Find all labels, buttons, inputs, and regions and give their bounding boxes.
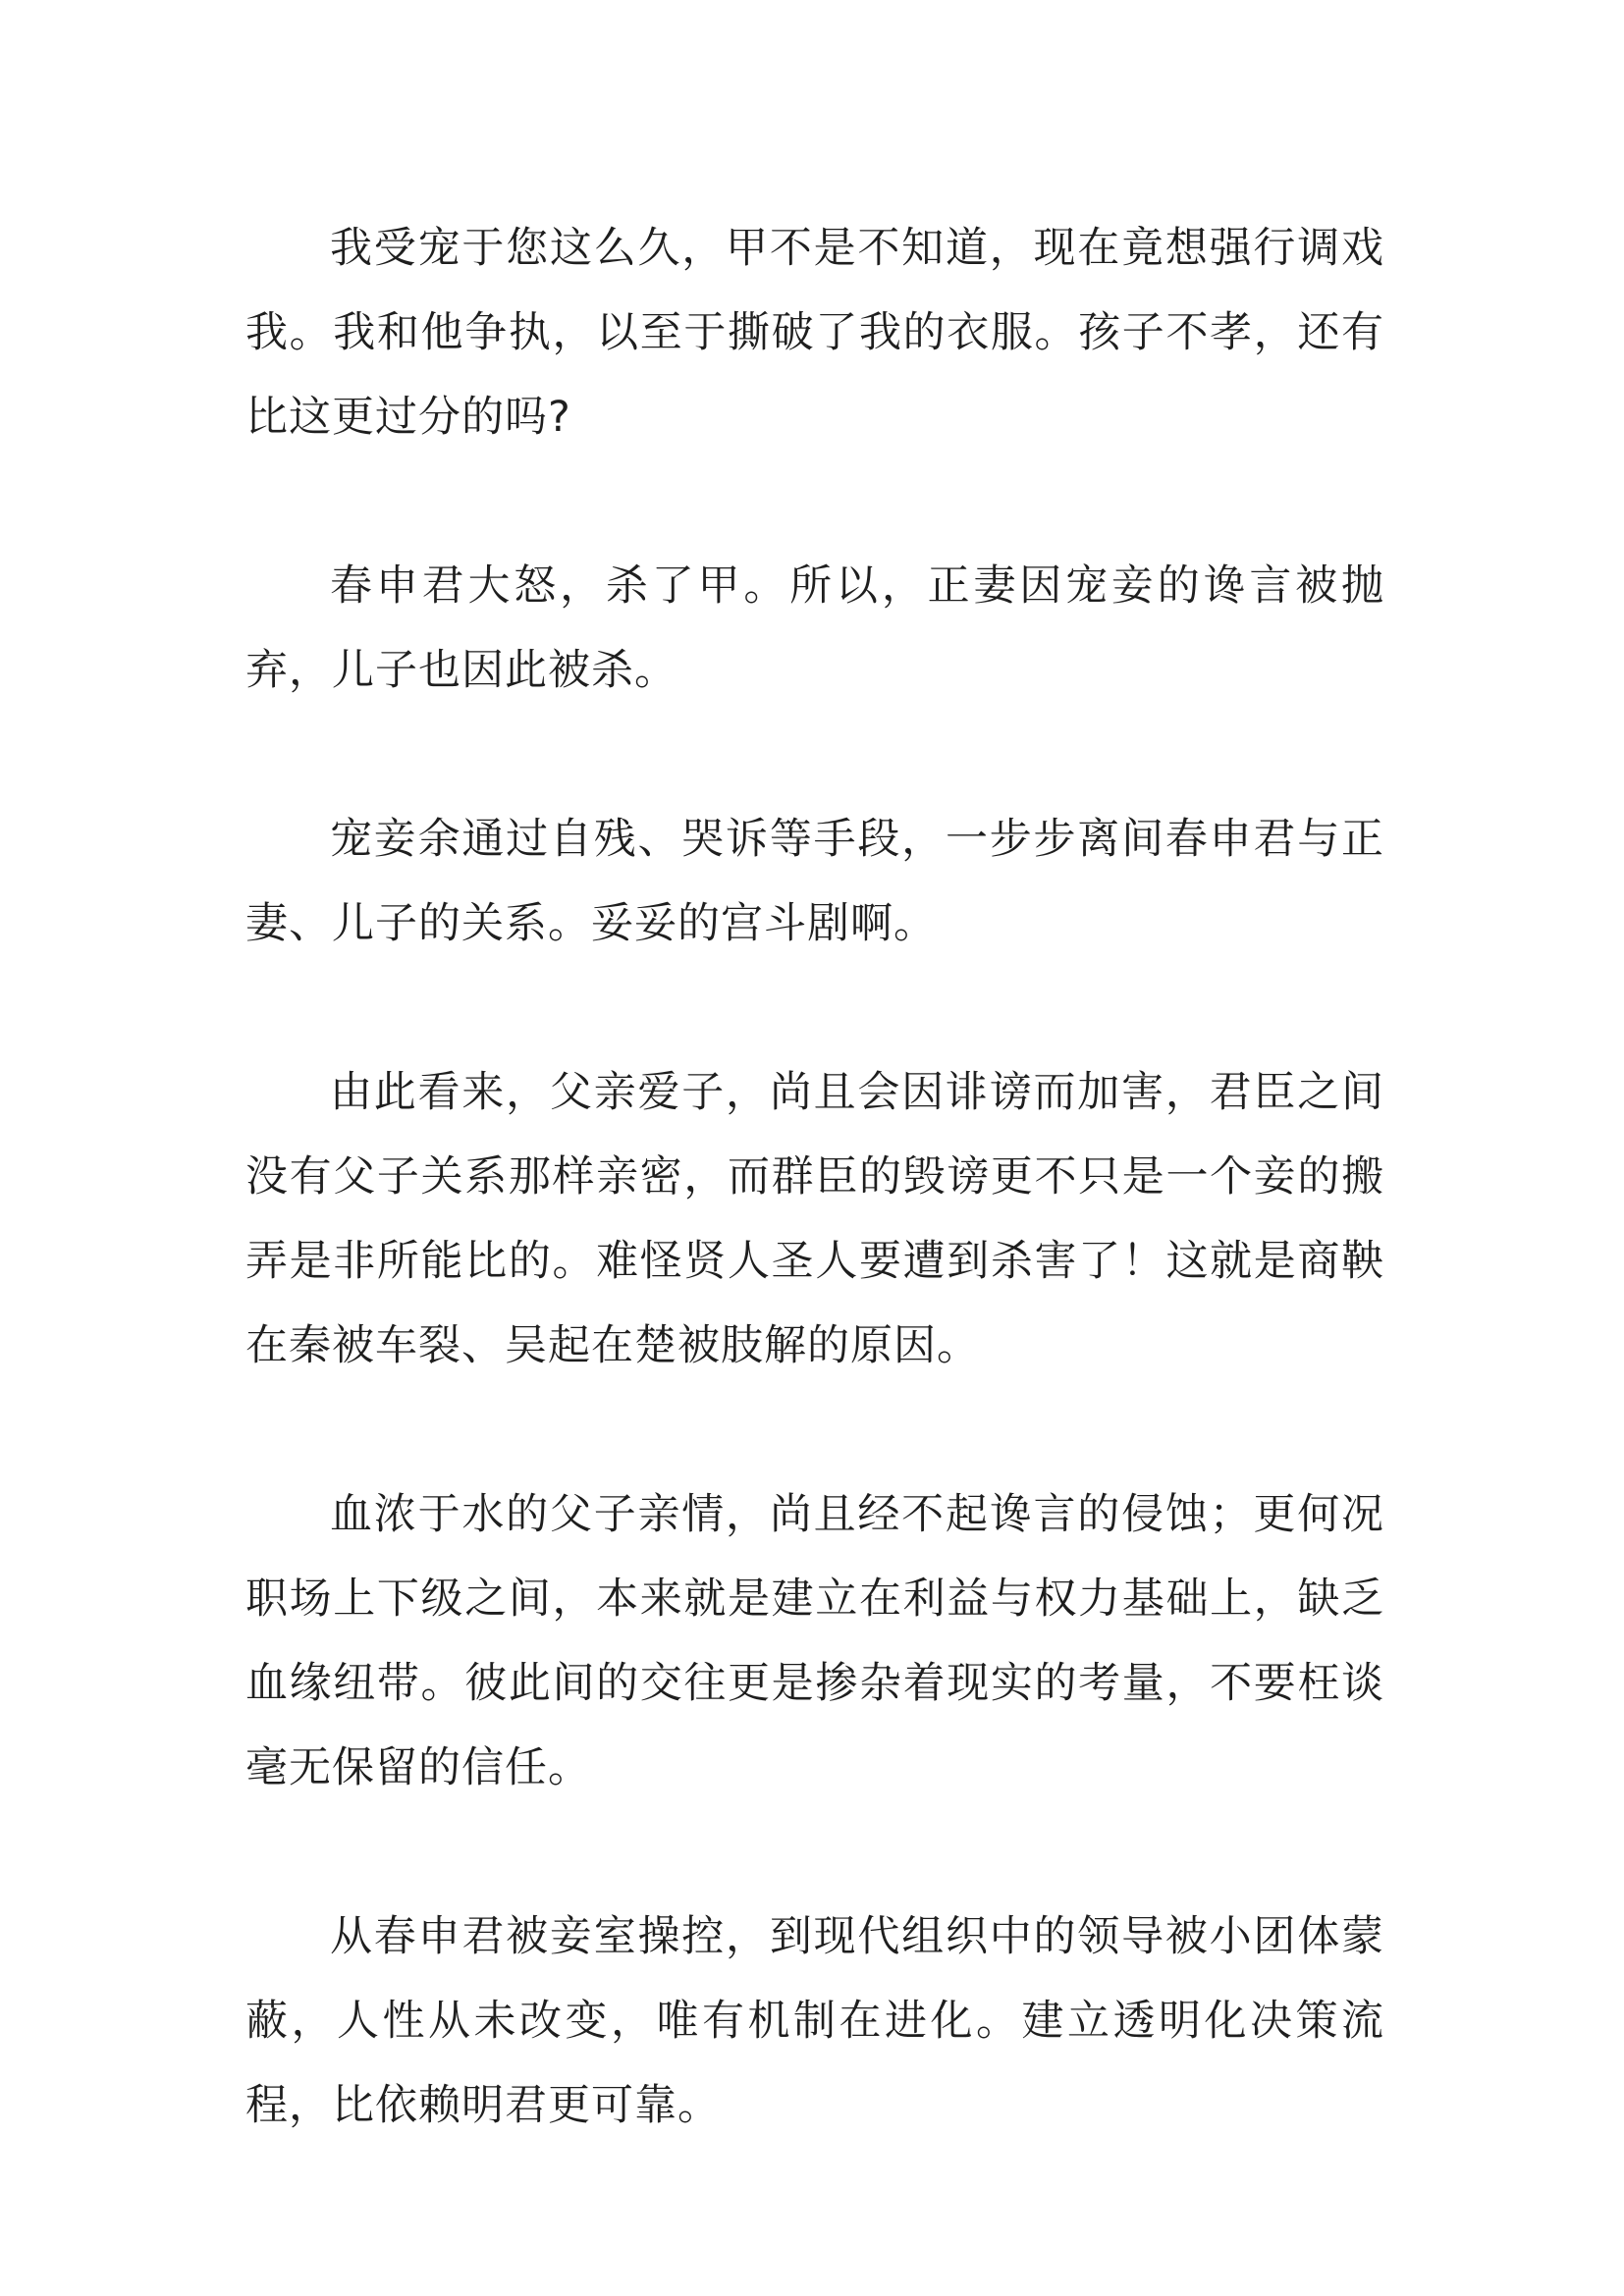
paragraph-2: 春申君大怒，杀了甲。所以，正妻因宠妾的谗言被抛弃，儿子也因此被杀。	[245, 561, 1384, 695]
paragraph-3: 宠妾余通过自残、哭诉等手段，一步步离间春申君与正妻、儿子的关系。妥妥的宫斗剧啊。	[245, 815, 1384, 948]
paragraph-5: 血浓于水的父子亲情，尚且经不起谗言的侵蚀；更何况职场上下级之间，本来就是建立在利益与权力基础上，缺乏血缘纽带。彼此间的交往更是掺杂着现实的考量，不要枉谈毫无保留的信任。	[245, 1490, 1384, 1792]
document-body	[245, 206, 1384, 2232]
paragraph-6: 从春申君被妾室操控，到现代组织中的领导被小团体蒙蔽，人性从未改变，唯有机制在进化。建立透明化决策流程，比依赖明君更可靠。	[245, 1912, 1384, 2130]
paragraph-1: 我受宠于您这么久，甲不是不知道，现在竟想强行调戏我。我和他争执，以至于撕破了我的衣服。孩子不孝，还有比这更过分的吗?	[245, 224, 1384, 442]
paragraph-4: 由此看来，父亲爱子，尚且会因诽谤而加害，君臣之间没有父子关系那样亲密，而群臣的毁谤更不只是一个妾的搬弄是非所能比的。难怪贤人圣人要遭到杀害了！这就是商鞅在秦被车裂、吴起在楚被肢解的原因。	[245, 1068, 1384, 1370]
